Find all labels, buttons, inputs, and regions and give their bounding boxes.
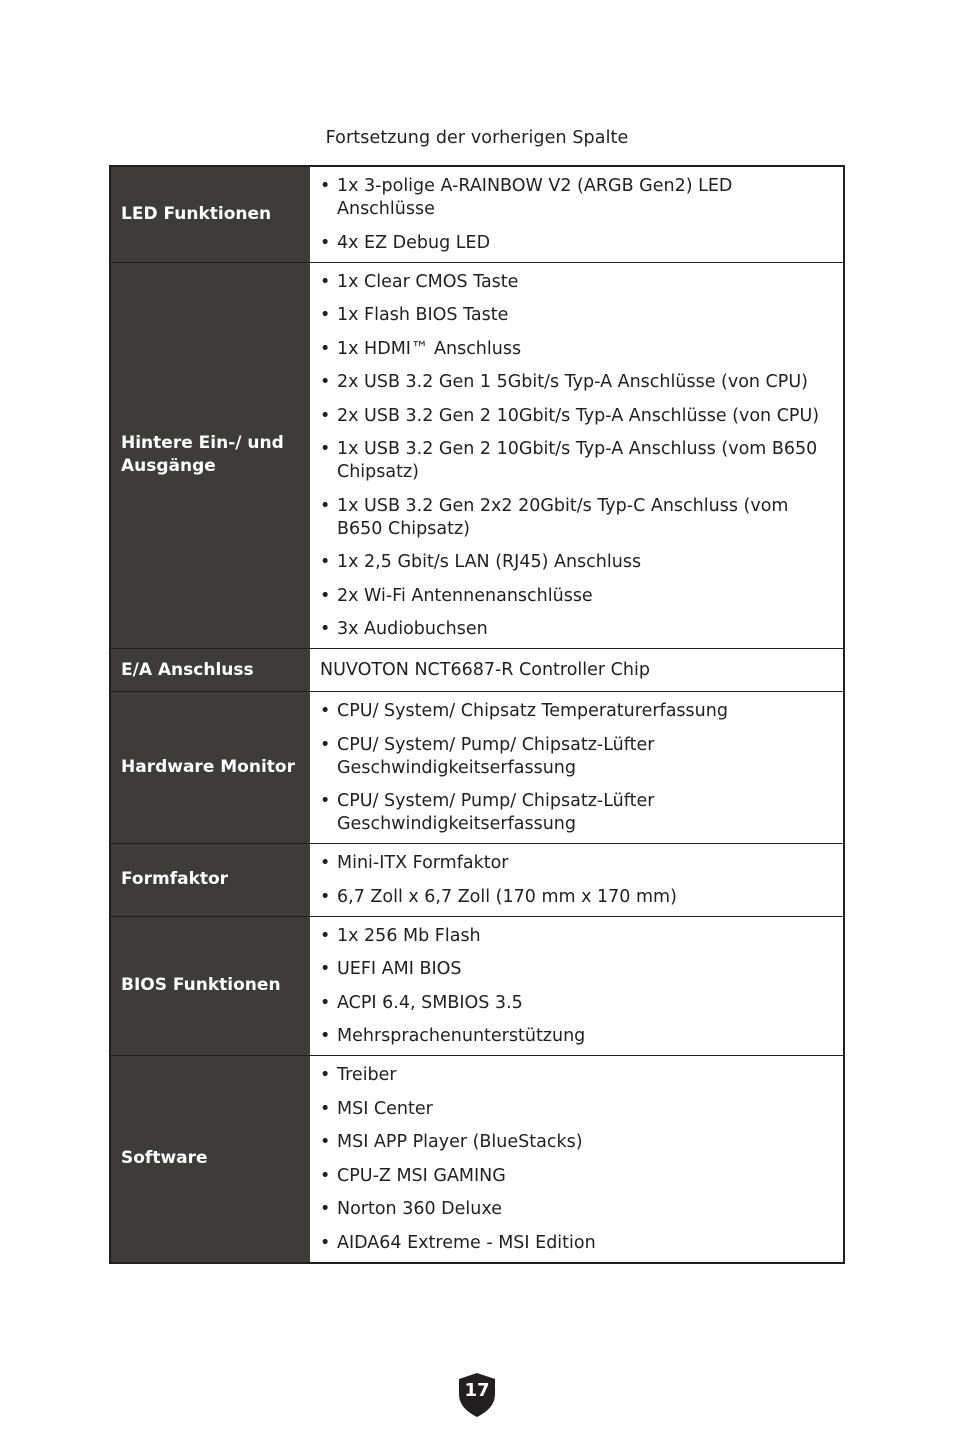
list-item: • 1x 256 Mb Flash (320, 925, 833, 948)
list-item: • Treiber (320, 1064, 833, 1087)
list-item: • 4x EZ Debug LED (320, 232, 833, 255)
row-label-bios: BIOS Funktionen (110, 916, 310, 1056)
continuation-caption: Fortsetzung der vorherigen Spalte (325, 128, 629, 148)
list-item: • CPU/ System/ Pump/ Chipsatz-Lüfter Geschwindigkeitserfassung (320, 734, 833, 780)
controller-text: NUVOTON NCT6687-R Controller Chip (320, 660, 650, 680)
list-item: • UEFI AMI BIOS (320, 958, 833, 981)
row-label-form-factor: Formfaktor (110, 844, 310, 917)
list-item: • MSI Center (320, 1098, 833, 1121)
row-value-led (310, 166, 844, 262)
row-value-bios (310, 916, 844, 1056)
table-row (110, 1056, 844, 1263)
table-row (110, 262, 844, 649)
item-list (320, 700, 833, 836)
row-label-rear-io: Hintere Ein-/ und Ausgänge (110, 262, 310, 649)
list-item: • 6,7 Zoll x 6,7 Zoll (170 mm x 170 mm) (320, 886, 833, 909)
item-list (320, 925, 833, 1049)
row-label-software: Software (110, 1056, 310, 1263)
spec-table (109, 165, 845, 1264)
table-row (110, 649, 844, 692)
table-row (110, 692, 844, 844)
list-item: • 2x Wi-Fi Antennenanschlüsse (320, 585, 833, 608)
list-item: • 2x USB 3.2 Gen 2 10Gbit/s Typ-A Anschlüsse (von CPU) (320, 405, 833, 428)
list-item: • 2x USB 3.2 Gen 1 5Gbit/s Typ-A Anschlüsse (von CPU) (320, 371, 833, 394)
list-item: • 1x Clear CMOS Taste (320, 271, 833, 294)
list-item: • AIDA64 Extreme - MSI Edition (320, 1232, 833, 1255)
list-item: • 3x Audiobuchsen (320, 618, 833, 641)
list-item: • 1x 3-polige A-RAINBOW V2 (ARGB Gen2) LED Anschlüsse (320, 175, 833, 221)
row-value-hardware-monitor (310, 692, 844, 844)
row-label-hardware-monitor: Hardware Monitor (110, 692, 310, 844)
list-item: • Mini-ITX Formfaktor (320, 852, 833, 875)
row-label-led: LED Funktionen (110, 166, 310, 262)
page-number: 17 (464, 1380, 490, 1401)
item-list (320, 852, 833, 909)
list-item: • Norton 360 Deluxe (320, 1198, 833, 1221)
list-item: • Mehrsprachenunterstützung (320, 1025, 833, 1048)
list-item: • 1x 2,5 Gbit/s LAN (RJ45) Anschluss (320, 551, 833, 574)
list-item: • ACPI 6.4, SMBIOS 3.5 (320, 992, 833, 1015)
row-value-rear-io (310, 262, 844, 649)
row-value-form-factor (310, 844, 844, 917)
item-list (320, 1064, 833, 1255)
list-item: • 1x HDMI™ Anschluss (320, 338, 833, 361)
table-row (110, 166, 844, 262)
list-item: • MSI APP Player (BlueStacks) (320, 1131, 833, 1154)
row-value-io-controller (310, 649, 844, 692)
list-item: • 1x Flash BIOS Taste (320, 304, 833, 327)
list-item: • 1x USB 3.2 Gen 2x2 20Gbit/s Typ-C Anschluss (vom B650 Chipsatz) (320, 495, 833, 541)
list-item: • CPU/ System/ Pump/ Chipsatz-Lüfter Geschwindigkeitserfassung (320, 790, 833, 836)
list-item: • CPU-Z MSI GAMING (320, 1165, 833, 1188)
table-row (110, 844, 844, 917)
item-list (320, 271, 833, 642)
item-list (320, 175, 833, 255)
row-value-software (310, 1056, 844, 1263)
list-item: • CPU/ System/ Chipsatz Temperaturerfassung (320, 700, 833, 723)
row-label-io-controller: E/A Anschluss (110, 649, 310, 692)
table-row (110, 916, 844, 1056)
list-item: • 1x USB 3.2 Gen 2 10Gbit/s Typ-A Anschluss (vom B650 Chipsatz) (320, 438, 833, 484)
